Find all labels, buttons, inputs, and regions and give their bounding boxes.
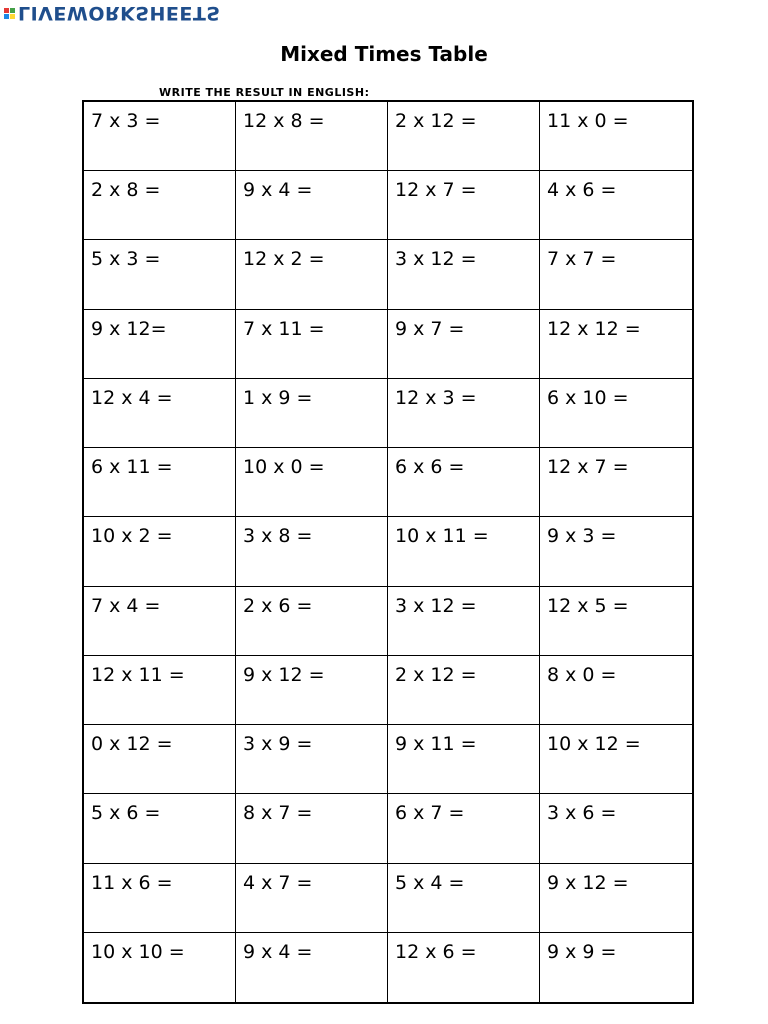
logo-block-yellow bbox=[10, 14, 15, 19]
problem-cell[interactable]: 9 x 4 = bbox=[236, 933, 388, 1002]
problem-cell[interactable]: 3 x 12 = bbox=[388, 587, 540, 656]
problem-cell[interactable]: 11 x 6 = bbox=[84, 864, 236, 933]
liveworksheets-logo bbox=[4, 2, 221, 24]
problem-cell[interactable]: 2 x 6 = bbox=[236, 587, 388, 656]
problem-cell[interactable]: 11 x 0 = bbox=[540, 102, 692, 171]
problem-cell[interactable]: 1 x 9 = bbox=[236, 379, 388, 448]
instruction-text: WRITE THE RESULT IN ENGLISH: bbox=[159, 86, 370, 99]
problem-cell[interactable]: 12 x 4 = bbox=[84, 379, 236, 448]
problem-cell[interactable]: 5 x 6 = bbox=[84, 794, 236, 863]
problem-cell[interactable]: 7 x 4 = bbox=[84, 587, 236, 656]
problem-cell[interactable]: 9 x 11 = bbox=[388, 725, 540, 794]
problem-cell[interactable]: 0 x 12 = bbox=[84, 725, 236, 794]
problem-cell[interactable]: 3 x 9 = bbox=[236, 725, 388, 794]
problem-cell[interactable]: 9 x 12 = bbox=[236, 656, 388, 725]
problem-cell[interactable]: 7 x 3 = bbox=[84, 102, 236, 171]
problem-cell[interactable]: 12 x 5 = bbox=[540, 587, 692, 656]
problem-cell[interactable]: 7 x 7 = bbox=[540, 240, 692, 309]
logo-block-green bbox=[10, 8, 15, 13]
problem-cell[interactable]: 2 x 12 = bbox=[388, 102, 540, 171]
problem-cell[interactable]: 2 x 12 = bbox=[388, 656, 540, 725]
problem-cell[interactable]: 4 x 7 = bbox=[236, 864, 388, 933]
problem-cell[interactable]: 9 x 9 = bbox=[547, 940, 617, 963]
logo-blocks-icon bbox=[4, 8, 15, 19]
logo-text: LIVEWORKSHEETS bbox=[18, 2, 221, 24]
logo-block-red bbox=[4, 8, 9, 13]
problem-cell[interactable]: 2 x 8 = bbox=[84, 171, 236, 240]
problem-cell[interactable]: 5 x 3 = bbox=[84, 240, 236, 309]
problem-cell[interactable]: 8 x 7 = bbox=[236, 794, 388, 863]
problem-cell[interactable]: 12 x 2 = bbox=[236, 240, 388, 309]
times-table-grid bbox=[82, 100, 694, 1004]
problem-cell[interactable]: 12 x 7 = bbox=[540, 448, 692, 517]
problem-cell[interactable]: 10 x 10 = bbox=[84, 933, 236, 1002]
problem-cell[interactable]: 9 x 12 = bbox=[540, 864, 692, 933]
problem-cell[interactable]: 10 x 12 = bbox=[540, 725, 692, 794]
problem-cell[interactable]: 6 x 7 = bbox=[388, 794, 540, 863]
problem-cell[interactable]: 10 x 0 = bbox=[236, 448, 388, 517]
page-title: Mixed Times Table bbox=[280, 42, 488, 66]
logo-block-blue bbox=[4, 14, 9, 19]
problem-cell[interactable]: 12 x 8 = bbox=[236, 102, 388, 171]
problem-cell[interactable]: 3 x 12 = bbox=[388, 240, 540, 309]
problem-cell[interactable]: 3 x 6 = bbox=[540, 794, 692, 863]
problem-cell[interactable]: 12 x 7 = bbox=[388, 171, 540, 240]
problem-cell[interactable]: 4 x 6 = bbox=[540, 171, 692, 240]
problem-cell[interactable]: 6 x 6 = bbox=[388, 448, 540, 517]
problem-cell[interactable]: 9 x 3 = bbox=[540, 517, 692, 586]
problem-cell[interactable]: 6 x 11 = bbox=[84, 448, 236, 517]
problem-cell[interactable]: 3 x 8 = bbox=[236, 517, 388, 586]
problem-cell[interactable]: 9 x 7 = bbox=[388, 310, 540, 379]
problem-cell[interactable]: 12 x 12 = bbox=[540, 310, 692, 379]
problem-cell[interactable]: 9 x 12= bbox=[84, 310, 236, 379]
problem-cell[interactable]: 6 x 10 = bbox=[540, 379, 692, 448]
problem-cell[interactable]: 8 x 0 = bbox=[540, 656, 692, 725]
problem-cell[interactable]: 12 x 6 = bbox=[388, 933, 540, 1002]
problem-cell[interactable]: 5 x 4 = bbox=[388, 864, 540, 933]
problem-cell[interactable]: 10 x 2 = bbox=[84, 517, 236, 586]
problem-cell[interactable]: 10 x 11 = bbox=[388, 517, 540, 586]
problem-cell[interactable]: 9 x 4 = bbox=[236, 171, 388, 240]
problem-cell[interactable]: 12 x 11 = bbox=[84, 656, 236, 725]
problem-cell[interactable]: 7 x 11 = bbox=[236, 310, 388, 379]
problem-cell[interactable]: 12 x 3 = bbox=[388, 379, 540, 448]
